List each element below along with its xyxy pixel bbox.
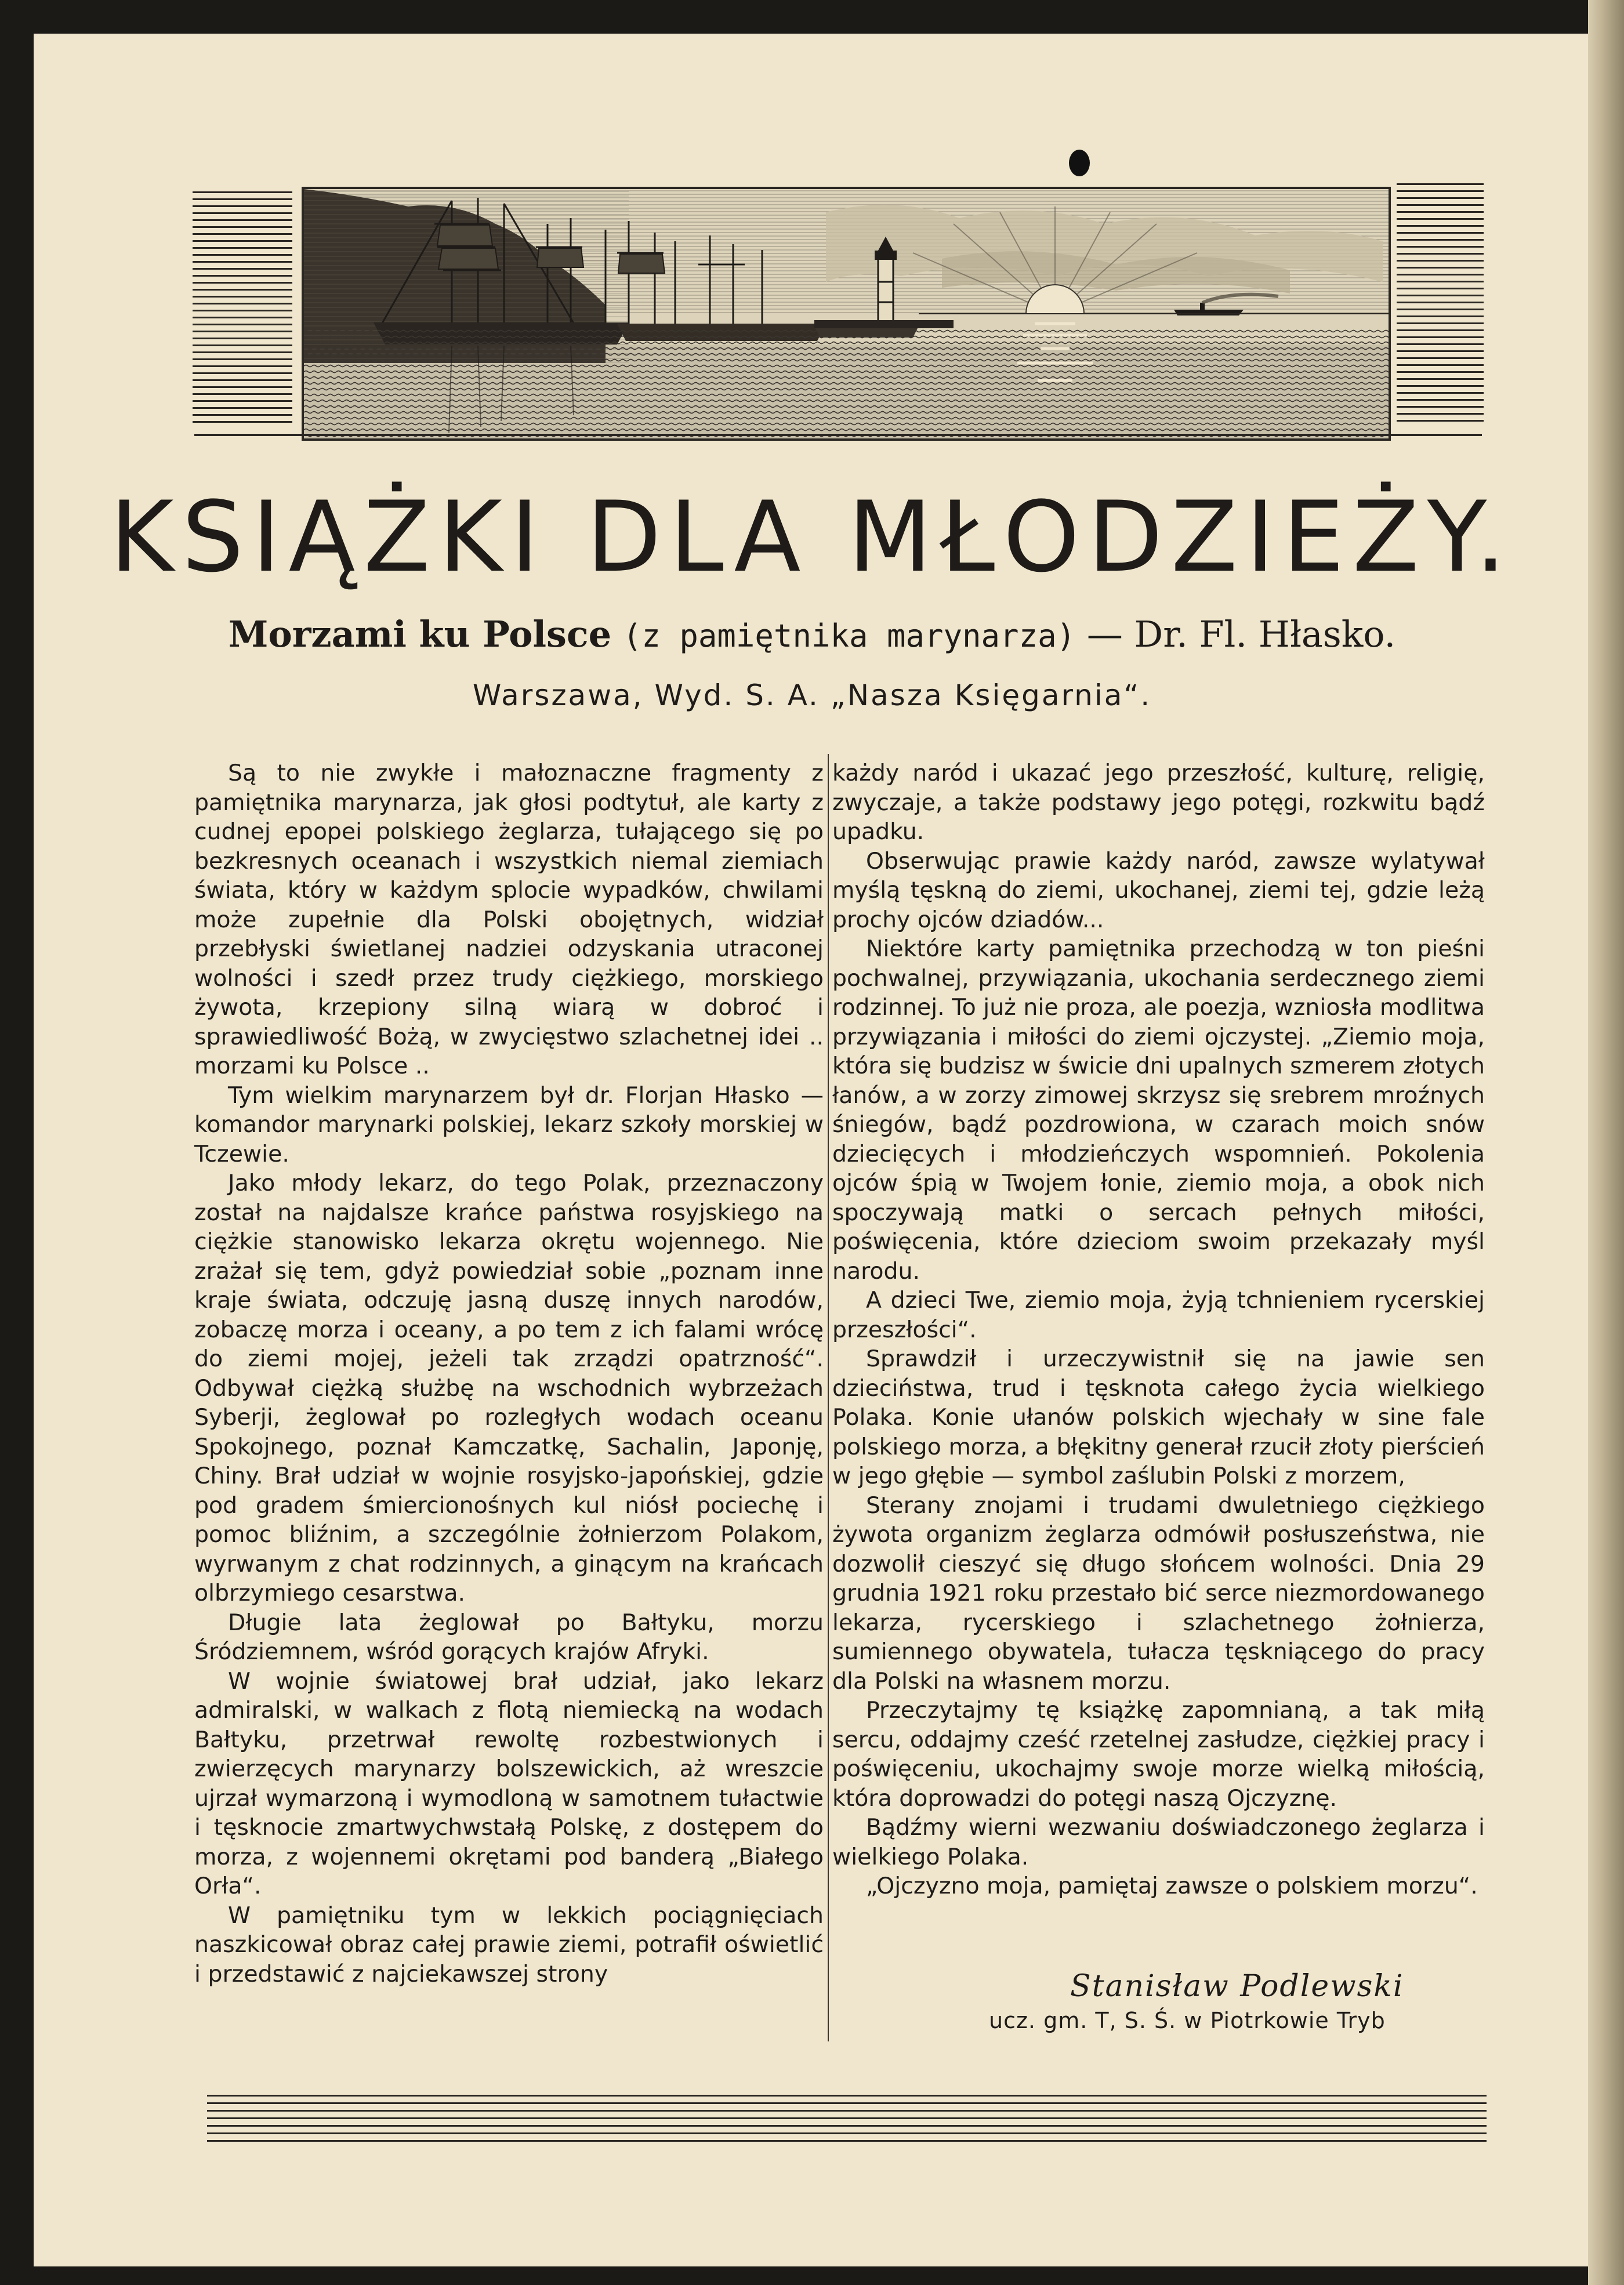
page-headline: KSIĄŻKI DLA MŁODZIEŻY.: [110, 480, 1514, 594]
article-paragraph: Bądźmy wierni wezwaniu doświadczonego żeglarza i wielkiego Polaka.: [832, 1814, 1485, 1870]
book-author: — Dr. Fl. Hłasko.: [1086, 613, 1396, 655]
article-paragraph: Niektóre karty pamiętnika przechodzą w ton pieśni pochwalnej, przywiązania, ukochania serdecznego ziemi rodzinnej. To już nie proza, ale poezja, wzniosła modlitwa przywiązania i miłości do ziemi ojczystej. „Ziemio moja, która się budzisz w świcie dni upalnych szmerem złotych łanów, a w zorzy zimowej skrzysz się srebrem mroźnych śniegów, bądź pozdrowiona, w czarach moich snów dziecięcych i młodzieńczych wspomnień. Pokolenia ojców śpią w Twojem łonie, ziemio moja, a obok nich spoczywają matki o sercach pełnych miłości, poświęcenia, które dzieciom swoim przekazały myśl narodu.: [832, 935, 1485, 1285]
author-affiliation: ucz. gm. T, S. Ś. w Piotrkowie Tryb: [989, 2008, 1386, 2033]
article-paragraph-continued: każdy naród i ukazać jego przeszłość, kulturę, religię, zwyczaje, a także podstawy jego potęgi, rozkwitu bądź upadku.: [832, 760, 1485, 845]
article-paragraph: Są to nie zwykłe i małoznaczne fragmenty z pamiętnika marynarza, jak głosi podtytuł, ale karty z cudnej epopei polskiego żeglarza, tułającego się po bezkresnych oceanach i wszystkich niemal ziemiach świata, który w każdym splocie wypadków, chwilami może zupełnie dla Polski obojętnych, widział przebłyski świetlanej nadziei odzyskania utraconej wolności i szedł przez trudy ciężkiego, morskiego żywota, krzepiony silną wiarą w dobroć i sprawiedliwość Bożą, w zwycięstwo szlachetnej idei .. morzami ku Polsce ..: [194, 760, 824, 1079]
article-paragraph: Sterany znojami i trudami dwuletniego ciężkiego żywota organizm żeglarza odmówił posłuszeństwa, nie dozwolił cieszyć się długo słońcem wolności. Dnia 29 grudnia 1921 roku przestało bić serce niezmordowanego lekarza, rycerskiego i szlachetnego żołnierza, sumiennego obywatela, tułacza tęskniącego do pracy dla Polski na własnem morzu.: [832, 1492, 1485, 1695]
book-subtitle: (z pamiętnika marynarza): [622, 618, 1076, 654]
left-rule-block: [193, 191, 292, 428]
punch-hole: [1069, 150, 1090, 176]
article-left-column: [194, 759, 824, 1989]
article-paragraph: Sprawdził i urzeczywistnił się na jawie sen dzieciństwa, trud i tęsknota całego życia wielkiego Polaka. Konie ułanów polskich wjechały w sine fale polskiego morza, a błękitny generał rzucił złoty pierścień w jego głębie — symbol zaślubin Polski z morzem,: [832, 1345, 1485, 1489]
article-paragraph: Tym wielkim marynarzem był dr. Florjan Hłasko — komandor marynarki polskiej, lekarz szkoły morskiej w Tczewie.: [194, 1082, 824, 1167]
publisher-line: Warszawa, Wyd. S. A. „Nasza Księgarnia“.: [472, 679, 1152, 712]
article-paragraph: W pamiętniku tym w lekkich pociągnięciach naszkicował obraz całej prawie ziemi, potrafił oświetlić i przedstawić z najciekawszej strony: [194, 1902, 824, 1987]
author-signature: Stanisław Podlewski: [1070, 1969, 1404, 2004]
article-paragraph: Obserwując prawie każdy naród, zawsze wylatywał myślą tęskną do ziemi, ukochanej, ziemi tej, gdzie leżą prochy ojców dziadów...: [832, 847, 1485, 933]
banner-underline: [194, 434, 1482, 436]
article-paragraph: A dzieci Twe, ziemio moja, żyją tchnieniem rycerskiej przeszłości“.: [832, 1287, 1485, 1343]
article-paragraph: W wojnie światowej brał udział, jako lekarz admiralski, w walkach z flotą niemiecką na wodach Bałtyku, przetrwał rewoltę rozbestwionych i zwierzęcych marynarzy bolszewickich, aż wreszcie ujrzał wymarzoną i wymodloną w samotnem tułactwie i tęsknocie zmartwychwstałą Polskę, z dostępem do morza, z wojennemi okrętami pod banderą „Białego Orła“.: [194, 1667, 824, 1899]
right-rule-block: [1397, 183, 1484, 427]
harbour-illustration: [302, 187, 1391, 441]
column-divider: [828, 754, 829, 2041]
book-title: Morzami ku Polsce: [228, 613, 612, 655]
article-paragraph: „Ojczyzno moja, pamiętaj zawsze o polskiem morzu“.: [866, 1873, 1478, 1899]
bottom-rule-block: [207, 2095, 1487, 2148]
book-title-line: [0, 615, 1624, 654]
article-paragraph: Jako młody lekarz, do tego Polak, przeznaczony został na najdalsze krańce państwa rosyjskiego na ciężkie stanowisko lekarza okrętu wojennego. Nie zrażał się tem, gdyż powiedział sobie „poznam inne kraje świata, odczuję jasną duszę innych narodów, zobaczę morza i oceany, a po tem z ich falami wrócę do ziemi mojej, jeżeli tak zrządzi opatrzność“. Odbywał ciężką służbę na wschodnich wybrzeżach Syberji, żeglował po rozległych wodach oceanu Spokojnego, poznał Kamczatkę, Sachalin, Japonję, Chiny. Brał udział w wojnie rosyjsko-japońskiej, gdzie pod gradem śmiercionośnych kul niósł pociechę i pomoc bliźnim, a szczególnie żołnierzom Polakom, wyrwanym z chat rodzinnych, a ginącym na krańcach olbrzymiego cesarstwa.: [194, 1170, 824, 1606]
article-paragraph: Przeczytajmy tę książkę zapomnianą, a tak miłą sercu, oddajmy cześć rzetelnej zasłudze, ciężkiej pracy i poświęceniu, ukochajmy swoje morze wielką miłością, która doprowadzi do potęgi naszą Ojczyznę.: [832, 1697, 1485, 1812]
article-right-column: [832, 759, 1485, 1901]
binding-edge: [1588, 0, 1624, 2285]
article-paragraph: Długie lata żeglował po Bałtyku, morzu Śródziemnem, wśród gorących krajów Afryki.: [194, 1609, 824, 1665]
